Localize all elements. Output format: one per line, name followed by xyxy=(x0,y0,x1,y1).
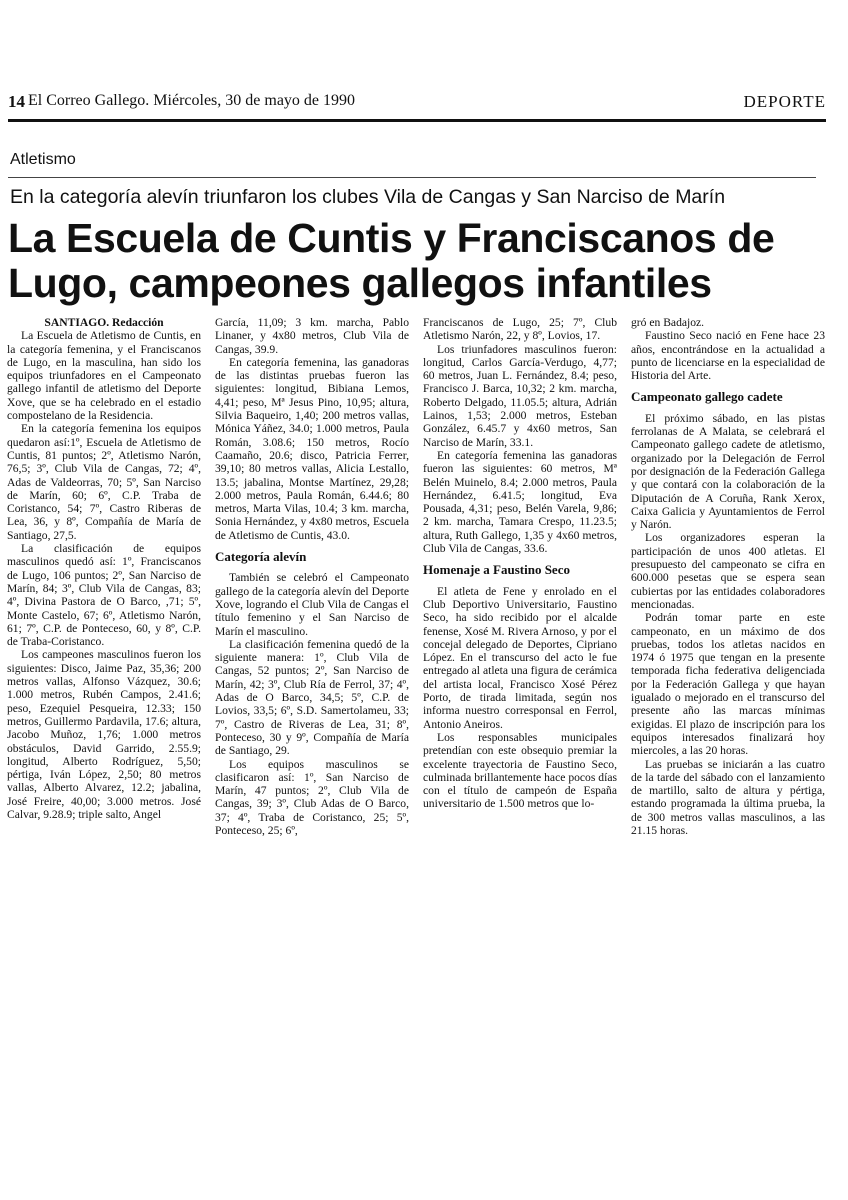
column-1 xyxy=(7,316,201,821)
article-category: Atletismo xyxy=(10,151,76,168)
paragraph: gró en Badajoz. xyxy=(631,316,705,329)
paragraph: Los triunfadores masculinos fueron: longitud, Carlos García-Verdugo, 4,77; 60 metros, Juan L. Fernández, 8.4; peso, Francisco J. Barca, 10,32; 2 km. marcha, Roberto Delgado, 11.05.5; altura, Adrián Lainos, 1,53; 2.000 metros, Esteban González, 6.45.7 y 4x60 metros, San Narciso de Marín, 33.1. xyxy=(423,342,617,449)
paragraph: Faustino Seco nació en Fene hace 23 años, encontrándose en la actualidad a punto de licenciarse en la especialidad de Historia del Arte. xyxy=(631,329,825,383)
paragraph: Franciscanos de Lugo, 25; 7º, Club Atletismo Narón, 22, y 8º, Lovios, 17. xyxy=(423,316,617,343)
section-heading-alevin: Categoría alevín xyxy=(215,549,307,565)
page-number: 14 xyxy=(8,92,25,111)
column-4 xyxy=(631,316,825,837)
section-heading-homenaje: Homenaje a Faustino Seco xyxy=(423,562,570,578)
masthead xyxy=(8,92,826,120)
paragraph: En la categoría femenina los equipos quedaron así:1º, Escuela de Atletismo de Cuntis, 81 puntos; 2º, Atletismo Narón, 76,5; 3º, Club Vila de Cangas, 72; 4º, Adas de Valdeorras, 70; 5º, San Narciso de Marín, 60; 6º, C.P. Traba de Coristanco, 54; 7º, Castro Riberas de Lea, 36, y 8º, Compañía de María de Santiago, 27,5. xyxy=(7,422,201,542)
section-name: DEPORTE xyxy=(743,92,826,111)
section-heading-cadete: Campeonato gallego cadete xyxy=(631,389,783,405)
headline: La Escuela de Cuntis y Franciscanos de Lugo, campeones gallegos infantiles xyxy=(8,215,775,306)
newspaper-date: El Correo Gallego. Miércoles, 30 de mayo de 1990 xyxy=(28,92,356,109)
paragraph: La clasificación femenina quedó de la siguiente manera: 1º, Club Vila de Cangas, 52 puntos; 2º, San Narciso de Marín, 42; 3º, Club Ría de Ferrol, 37; 4º, Adas de O Barco, 34,5; 5º, C.P. de Lovios, 33,5; 6º, S.D. Samertolameu, 33; 7º, Castro de Riveras de Lea, 31; 8º, Ponteceso, 30 y 9º, Compañía de María de Santiago, 29. xyxy=(215,637,409,758)
paragraph: Las pruebas se iniciarán a las cuatro de la tarde del sábado con el lanzamiento de martillo, salto de altura y pértiga, estando programada la última prueba, la de 300 metros vallas masculinos, a las 21.15 horas. xyxy=(631,757,825,837)
subheadline: En la categoría alevín triunfaron los clubes Vila de Cangas y San Narciso de Marín xyxy=(10,186,726,208)
paragraph: Los responsables municipales pretendían con este obsequio premiar la excelente trayectoria de Faustino Seco, culminada brillantemente hace pocos días con el título de campeón de España universitario de 1.500 metros que lo- xyxy=(423,730,617,811)
masthead-rule xyxy=(8,119,826,122)
paragraph: En categoría femenina, las ganadoras de las distintas pruebas fueron las siguientes: longitud, Bibiana Lemos, 4,41; peso, Mª Jesus Pino, 10,95; altura, Silvia Baqueiro, 1,40; 200 metros vallas, Mónica Yáñez, 34.0; 1.000 metros, Paula Román, 3.08.6; 150 metros, Rocío Caamaño, 20.6; disco, Patricia Ferrer, 39,10; 80 metros vallas, Alicia Lestallo, 13.5; jabalina, Montse Martínez, 29,28; 2.000 metros, Paula Román, 6.44.6; 80 metros, Marta Vilas, 10.4; 3 km. marcha, Sonia Hernández, y 4x80 metros, Escuela de Atletismo de Cuntis, 43.0. xyxy=(215,355,409,542)
paragraph: En categoría femenina las ganadoras fueron las siguientes: 60 metros, Mª Belén Muinelo, 8.4; 2.000 metros, Paula Hernández, 6.41.5; longitud, Eva Pousada, 4,31; peso, Belén Varela, 9,86; 2 km. marcha, Tamara Crespo, 11.23.5; altura, Ruth Gallego, 1,35 y 4x60 metros, Club Vila de Cangas, 33.6. xyxy=(423,448,617,556)
paragraph: La clasificación de equipos masculinos quedó así: 1º, Franciscanos de Lugo, 106 puntos; 2º, San Narciso de Marín, 84; 3º, Club Vila de Cangas, 83; 4º, Divina Pastora de O Barco, ,71; 5º, Monte Castelo, 67; 6º, Atletismo Narón, 61; 7º, C.P. de Ponteceso, 60, y 8º, C.P. de Traba-Coristanco. xyxy=(7,542,201,649)
paragraph: Los organizadores esperan la participación de unos 400 atletas. El presupuesto del campeonato se cifra en 600.000 pesetas que se espera sean cubiertas por las entidades colaboradores mencionadas. xyxy=(631,531,825,611)
paragraph: Podrán tomar parte en este campeonato, en un máximo de dos pruebas, todos los atletas nacidos en 1974 ó 1975 que tengan en la presente temporada ficha federativa deligenciada por la Federación Gallega y que hayan igualado o mejorado en el transcurso del presente año las marcas mínimas exigidas. El plazo de inscripción para los equipos interesados finalizará hoy miercoles, a las 20 horas. xyxy=(631,611,825,758)
paragraph: El atleta de Fene y enrolado en el Club Deportivo Universitario, Faustino Seco, ha sido recibido por el alcalde fenense, Xosé M. Rivera Arnoso, y por el concejal delegado de Deportes, Cipriano López. En el transcurso del acto le fue entregado al atleta una figura de cerámica del artista local, Francisco Xosé Pérez Porto, de tirada limitada, según nos informa nuestro corresponsal en Ferrol, Antonio Aneiros. xyxy=(423,584,617,731)
byline: SANTIAGO. Redacción xyxy=(44,316,164,329)
paragraph: García, 11,09; 3 km. marcha, Pablo Linaner, y 4x80 metros, Club Vila de Cangas, 39.9. xyxy=(215,316,409,356)
paragraph: Los equipos masculinos se clasificaron así: 1º, San Narciso de Marín, 47 puntos; 2º, Club Vila de Cangas, 39; 3º, Club Adas de O Barco, 37; 4º, Traba de Coristanco, 25; 5º, Ponteceso, 25; 6º, xyxy=(215,757,409,837)
column-3 xyxy=(423,316,617,811)
paragraph: La Escuela de Atletismo de Cuntis, en la categoría femenina, y el Franciscanos de Lugo, en la masculina, han sido los equipos triunfadores en el Campeonato gallego infantil de atletismo del Deporte Xove, que se ha celebrado en el estadio compostelano de la Residencia. xyxy=(7,329,201,423)
paragraph: El próximo sábado, en las pistas ferrolanas de A Malata, se celebrará el Campeonato gallego cadete de atletismo, organizado por la Delegación de Ferrol por designación de la Federación Gallega y que contará con la colaboración de la Diputación de A Coruña, Rank Xerox, Caixa Galicia y Ayuntamientos de Ferrol y Narón. xyxy=(631,411,825,532)
paragraph: También se celebró el Campeonato gallego de la categoría alevín del Deporte Xove, logrando el Club Vila de Cangas el título femenino y el San Narciso de Marín el masculino. xyxy=(215,571,409,638)
paragraph: Los campeones masculinos fueron los siguientes: Disco, Jaime Paz, 35,36; 200 metros vallas, Alfonso Vázquez, 30.6; 1.000 metros, Rubén Campos, 2.41.6; peso, Ezequiel Pesqueira, 12.33; 150 metros, Guillermo Pardavila, 17.6; altura, Jacobo Muñoz, 1,76; 1.000 metros obstáculos, David Garrido, 2.55.9; longitud, Alberto Rodríguez, 5,50; pértiga, Iván López, 2,50; 80 metros vallas, Alberto Alvarez, 12.2; jabalina, José Freire, 40,00; 3.000 metros. José Calvar, 9.28.9; triple salto, Angel xyxy=(7,648,201,821)
column-2 xyxy=(215,316,409,837)
category-rule xyxy=(8,177,816,178)
